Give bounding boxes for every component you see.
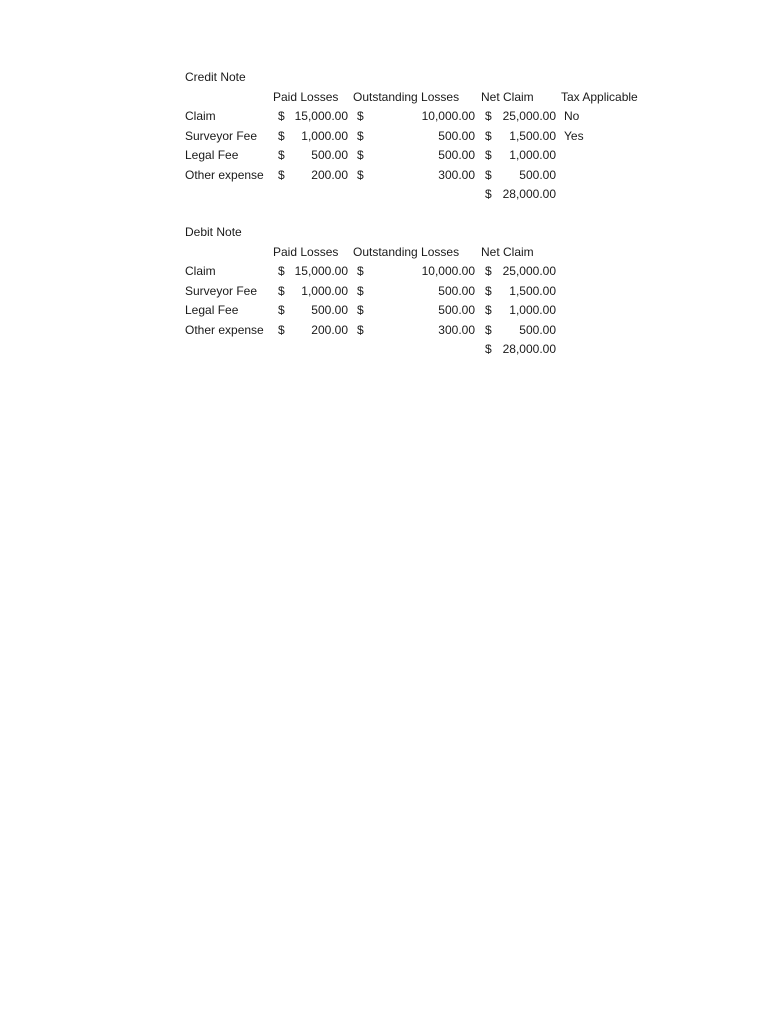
- currency-symbol: $: [278, 284, 285, 298]
- outstanding-losses-value: 500.00: [438, 148, 475, 162]
- credit-note-title-row: [0, 68, 768, 87]
- outstanding-losses-header: Outstanding Losses: [353, 245, 460, 259]
- credit-note-title: Credit Note: [185, 70, 246, 84]
- net-claim-value: 25,000.00: [502, 109, 556, 123]
- currency-symbol: $: [278, 109, 285, 123]
- outstanding-losses-value: 300.00: [438, 168, 475, 182]
- table-row: [0, 282, 768, 301]
- currency-symbol: $: [485, 303, 492, 317]
- outstanding-losses-value: 500.00: [438, 303, 475, 317]
- table-row: [0, 321, 768, 340]
- currency-symbol: $: [485, 187, 492, 201]
- net-claim-total: 28,000.00: [502, 342, 556, 356]
- net-claim-total: 28,000.00: [502, 187, 556, 201]
- currency-symbol: $: [357, 323, 364, 337]
- paid-losses-value: 1,000.00: [301, 284, 348, 298]
- paid-losses-header: Paid Losses: [273, 245, 339, 259]
- currency-symbol: $: [278, 129, 285, 143]
- row-label: Claim: [185, 109, 216, 123]
- net-claim-value: 1,000.00: [509, 303, 556, 317]
- paid-losses-value: 15,000.00: [294, 264, 348, 278]
- net-claim-value: 500.00: [519, 168, 556, 182]
- tax-applicable-value: No: [564, 109, 580, 123]
- currency-symbol: $: [485, 129, 492, 143]
- currency-symbol: $: [278, 264, 285, 278]
- tax-applicable-header: Tax Applicable: [561, 90, 638, 104]
- currency-symbol: $: [357, 284, 364, 298]
- currency-symbol: $: [357, 148, 364, 162]
- currency-symbol: $: [485, 323, 492, 337]
- table-row: [0, 166, 768, 185]
- net-claim-header: Net Claim: [481, 90, 534, 104]
- table-row: [0, 262, 768, 281]
- currency-symbol: $: [278, 168, 285, 182]
- paid-losses-value: 15,000.00: [294, 109, 348, 123]
- table-row: [0, 107, 768, 126]
- tax-applicable-value: Yes: [564, 129, 584, 143]
- table-row: [0, 301, 768, 320]
- paid-losses-value: 200.00: [311, 323, 348, 337]
- currency-symbol: $: [357, 168, 364, 182]
- total-row: [0, 340, 768, 359]
- debit-note-title-row: [0, 223, 768, 242]
- row-label: Legal Fee: [185, 148, 239, 162]
- currency-symbol: $: [357, 264, 364, 278]
- currency-symbol: $: [485, 109, 492, 123]
- currency-symbol: $: [485, 148, 492, 162]
- currency-symbol: $: [485, 342, 492, 356]
- outstanding-losses-value: 10,000.00: [421, 109, 475, 123]
- debit-note-header-row: [0, 243, 768, 262]
- paid-losses-value: 500.00: [311, 148, 348, 162]
- paid-losses-header: Paid Losses: [273, 90, 339, 104]
- currency-symbol: $: [357, 129, 364, 143]
- net-claim-value: 1,500.00: [509, 129, 556, 143]
- outstanding-losses-header: Outstanding Losses: [353, 90, 460, 104]
- paid-losses-value: 200.00: [311, 168, 348, 182]
- outstanding-losses-value: 500.00: [438, 284, 475, 298]
- row-label: Other expense: [185, 168, 264, 182]
- paid-losses-value: 500.00: [311, 303, 348, 317]
- net-claim-value: 1,500.00: [509, 284, 556, 298]
- outstanding-losses-value: 10,000.00: [421, 264, 475, 278]
- row-label: Legal Fee: [185, 303, 239, 317]
- credit-note-header-row: [0, 88, 768, 107]
- currency-symbol: $: [278, 323, 285, 337]
- currency-symbol: $: [278, 303, 285, 317]
- row-label: Other expense: [185, 323, 264, 337]
- debit-note-title: Debit Note: [185, 225, 242, 239]
- table-row: [0, 146, 768, 165]
- paid-losses-value: 1,000.00: [301, 129, 348, 143]
- total-row: [0, 185, 768, 204]
- row-label: Claim: [185, 264, 216, 278]
- table-row: [0, 127, 768, 146]
- net-claim-value: 500.00: [519, 323, 556, 337]
- outstanding-losses-value: 300.00: [438, 323, 475, 337]
- row-label: Surveyor Fee: [185, 129, 258, 143]
- net-claim-value: 25,000.00: [502, 264, 556, 278]
- currency-symbol: $: [485, 168, 492, 182]
- currency-symbol: $: [357, 109, 364, 123]
- currency-symbol: $: [278, 148, 285, 162]
- currency-symbol: $: [357, 303, 364, 317]
- row-label: Surveyor Fee: [185, 284, 258, 298]
- net-claim-value: 1,000.00: [509, 148, 556, 162]
- currency-symbol: $: [485, 264, 492, 278]
- net-claim-header: Net Claim: [481, 245, 534, 259]
- outstanding-losses-value: 500.00: [438, 129, 475, 143]
- currency-symbol: $: [485, 284, 492, 298]
